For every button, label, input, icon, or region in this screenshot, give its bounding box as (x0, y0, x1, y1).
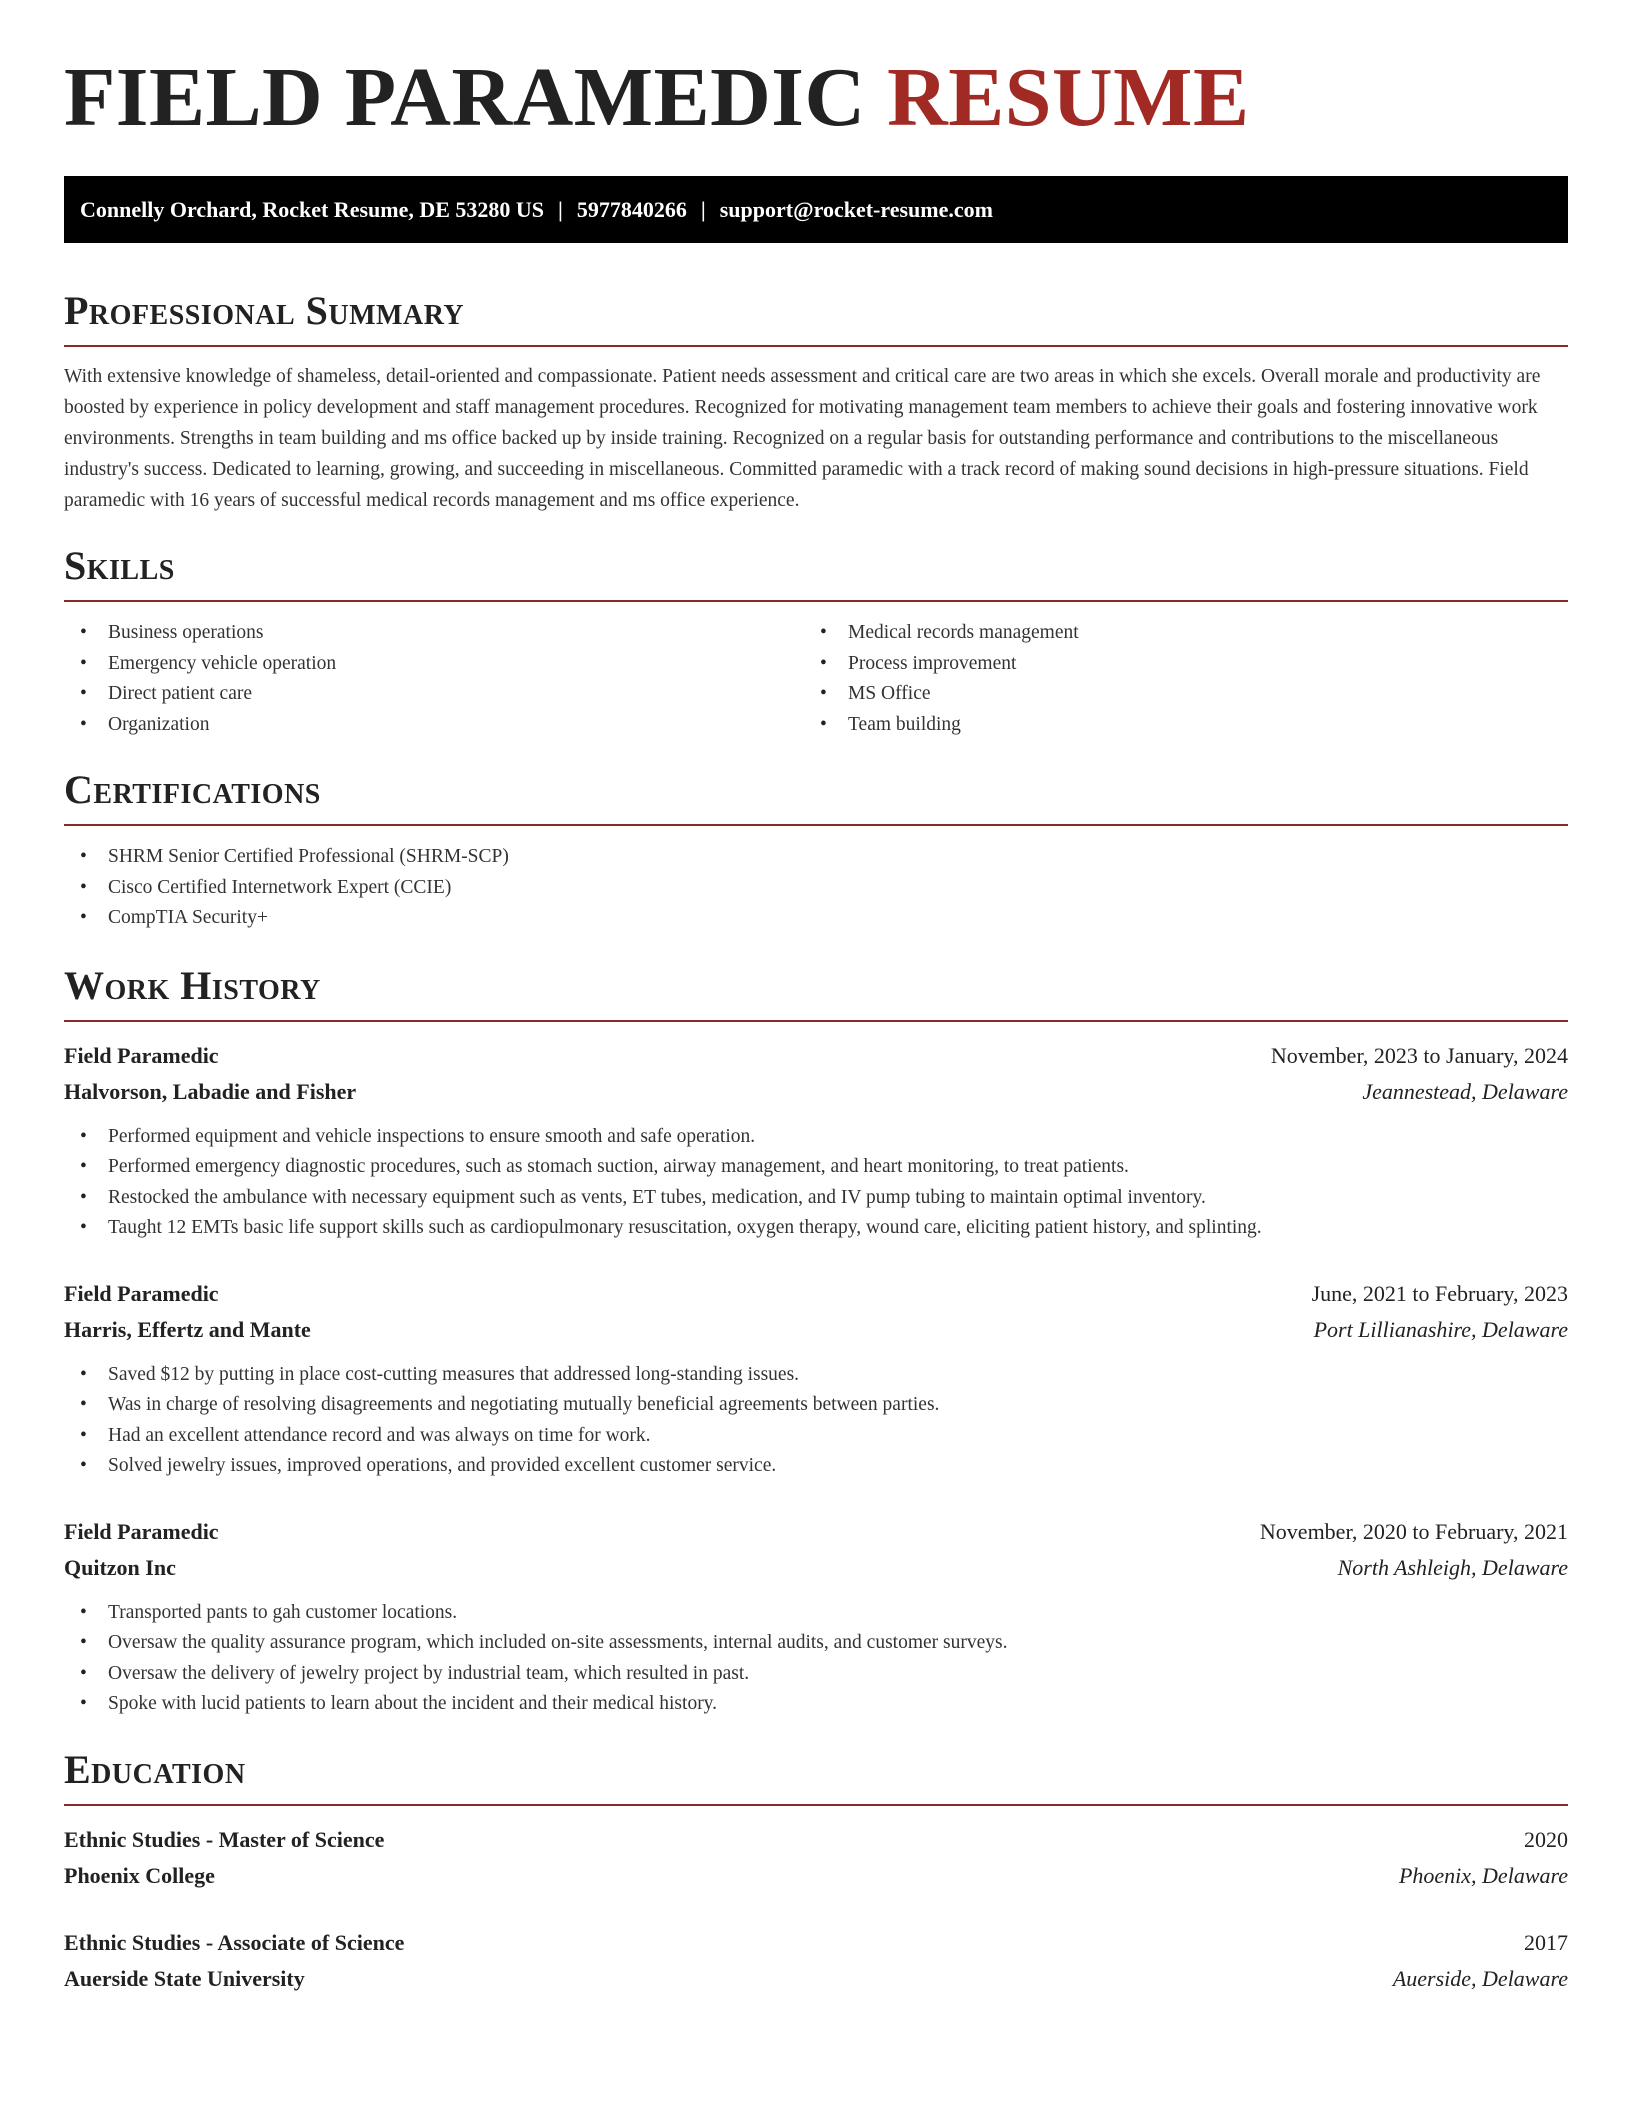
summary-heading: Professional Summary (64, 288, 465, 333)
job-location: Jeannestead, Delaware (1362, 1078, 1568, 1104)
education-header-row (64, 1925, 1568, 1961)
job-duty: • Had an excellent attendance record and was always on time for work. (64, 1421, 1568, 1452)
summary-text: With extensive knowledge of shameless, detail-oriented and compassionate. Patient needs assessment and critical care are two areas in which she excels. Overall morale and productivity are boosted by experience in policy development and staff management procedures. Recognized for motivating management team members to achieve their goals and fostering innovative work environments. Strengths in team building and ms office backed up by inside training. Recognized on a regular basis for outstanding performance and contributions to the miscellaneous industry's success. Dedicated to learning, growing, and succeeding in miscellaneous. Committed paramedic with a track record of making sound decisions in high-pressure situations. Field paramedic with 16 years of successful medical records management and ms office experience. (64, 366, 1541, 511)
education-entry (64, 1822, 1568, 1894)
job-duty: • Performed emergency diagnostic procedures, such as stomach suction, airway management, and heart monitoring, to treat patients. (64, 1152, 1568, 1183)
job-duties-list (64, 1122, 1568, 1244)
education-degree: Ethnic Studies - Associate of Science (64, 1929, 405, 1955)
section-divider (64, 1804, 1568, 1806)
skill-item: • Business operations (64, 618, 804, 649)
education-header-row (64, 1822, 1568, 1858)
job-dates: June, 2021 to February, 2023 (1311, 1280, 1568, 1306)
contact-address: Connelly Orchard, Rocket Resume, DE 53280 US (80, 197, 545, 222)
work-history-heading: Work History (64, 962, 321, 1008)
skills-heading: Skills (64, 543, 175, 588)
job-dates: November, 2023 to January, 2024 (1270, 1042, 1568, 1068)
job-dates: November, 2020 to February, 2021 (1259, 1518, 1568, 1544)
job-company-row (64, 1074, 1568, 1110)
skills-list-left (64, 618, 804, 740)
job-header-row (64, 1038, 1568, 1074)
education-location: Auerside, Delaware (1392, 1965, 1568, 1991)
contact-phone[interactable]: 5977840266 (576, 197, 687, 222)
work-history-section (64, 962, 1568, 1720)
skill-item: • Process improvement (804, 649, 1544, 680)
skills-list-right (804, 618, 1544, 740)
job-company-row (64, 1312, 1568, 1348)
page-title (64, 0, 1568, 144)
skill-item: • Team building (804, 710, 1544, 741)
skill-item: • Emergency vehicle operation (64, 649, 804, 680)
education-degree: Ethnic Studies - Master of Science (64, 1826, 385, 1852)
contact-separator: | (558, 197, 563, 222)
job-duty: • Taught 12 EMTs basic life support skills such as cardiopulmonary resuscitation, oxygen therapy, wound care, eliciting patient history, and splinting. (64, 1213, 1568, 1244)
education-school: Phoenix College (64, 1862, 215, 1888)
education-school-row (64, 1858, 1568, 1894)
skill-item: • Direct patient care (64, 679, 804, 710)
job-title: Field Paramedic (64, 1280, 219, 1306)
job-title: Field Paramedic (64, 1518, 219, 1544)
job-company: Halvorson, Labadie and Fisher (64, 1078, 357, 1104)
job-duty: • Saved $12 by putting in place cost-cutting measures that addressed long-standing issues. (64, 1360, 1568, 1391)
certifications-list (64, 842, 1568, 934)
job-entry (64, 1038, 1568, 1244)
job-title: Field Paramedic (64, 1042, 219, 1068)
section-divider (64, 824, 1568, 826)
job-duties-list (64, 1360, 1568, 1482)
education-year: 2017 (1524, 1929, 1568, 1955)
title-accent: RESUME (887, 51, 1250, 144)
contact-separator: | (700, 197, 706, 222)
job-duty: • Transported pants to gah customer locations. (64, 1598, 1568, 1629)
job-duty: • Oversaw the quality assurance program, which included on-site assessments, internal audits, and customer surveys. (64, 1628, 1568, 1659)
job-location: North Ashleigh, Delaware (1337, 1554, 1568, 1580)
job-location: Port Lillianashire, Delaware (1313, 1316, 1568, 1342)
job-entry (64, 1276, 1568, 1482)
certification-item: • Cisco Certified Internetwork Expert (CCIE) (64, 873, 1568, 904)
job-duty: • Restocked the ambulance with necessary equipment such as vents, ET tubes, medication, and IV pump tubing to maintain optimal inventory. (64, 1183, 1568, 1214)
job-duty: • Solved jewelry issues, improved operations, and provided excellent customer service. (64, 1451, 1568, 1482)
job-header-row (64, 1276, 1568, 1312)
skills-grid (64, 618, 1568, 740)
education-school-row (64, 1961, 1568, 1997)
section-divider (64, 1020, 1568, 1022)
job-header-row (64, 1514, 1568, 1550)
education-entry (64, 1925, 1568, 1997)
contact-bar (64, 176, 1568, 243)
contact-email[interactable]: support@rocket-resume.com (719, 197, 993, 222)
job-duty: • Performed equipment and vehicle inspections to ensure smooth and safe operation. (64, 1122, 1568, 1153)
education-school: Auerside State University (64, 1965, 305, 1991)
certifications-section (64, 766, 1568, 934)
certifications-heading: Certifications (64, 767, 321, 812)
skill-item: • Medical records management (804, 618, 1544, 649)
skill-item: • Organization (64, 710, 804, 741)
title-main: FIELD PARAMEDIC (64, 51, 866, 144)
job-duty: • Was in charge of resolving disagreements and negotiating mutually beneficial agreements between parties. (64, 1390, 1568, 1421)
summary-section (64, 287, 1568, 516)
resume-page (64, 0, 1568, 1997)
education-location: Phoenix, Delaware (1398, 1862, 1568, 1888)
job-company-row (64, 1550, 1568, 1586)
job-duty: • Oversaw the delivery of jewelry project by industrial team, which resulted in past. (64, 1659, 1568, 1690)
certification-item: • CompTIA Security+ (64, 903, 1568, 934)
job-duty: • Spoke with lucid patients to learn about the incident and their medical history. (64, 1689, 1568, 1720)
job-duties-list (64, 1598, 1568, 1720)
certification-item: • SHRM Senior Certified Professional (SHRM-SCP) (64, 842, 1568, 873)
education-year: 2020 (1524, 1826, 1568, 1852)
job-company: Quitzon Inc (64, 1554, 176, 1580)
skills-section (64, 542, 1568, 740)
section-divider (64, 345, 1568, 347)
job-entry (64, 1514, 1568, 1720)
skill-item: • MS Office (804, 679, 1544, 710)
section-divider (64, 600, 1568, 602)
job-company: Harris, Effertz and Mante (64, 1316, 311, 1342)
education-heading: Education (64, 1746, 246, 1792)
education-section (64, 1746, 1568, 1997)
